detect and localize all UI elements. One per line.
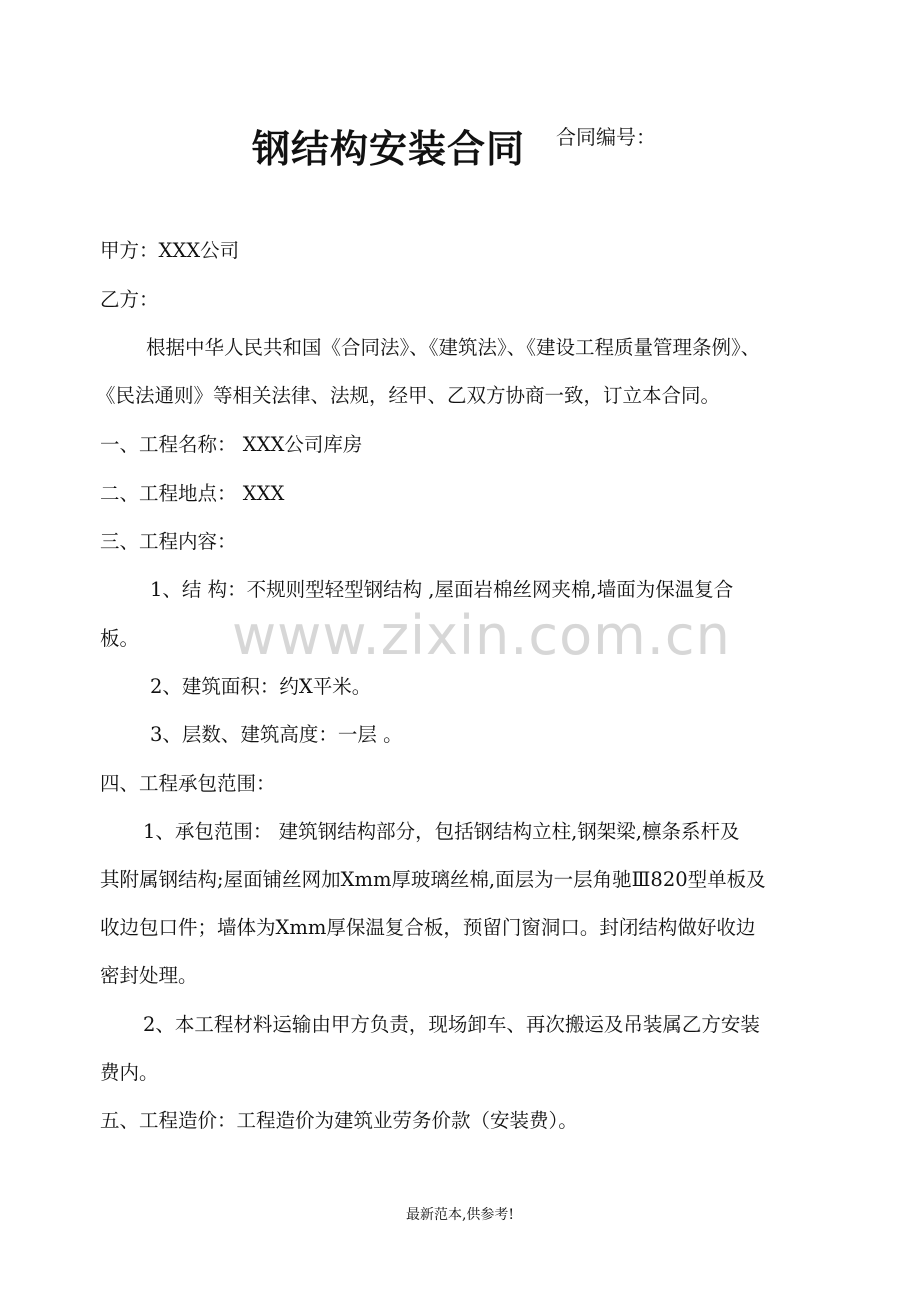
preamble-line-1: 根据中华人民共和国《合同法》、《建筑法》、《建设工程质量管理条例》、: [146, 336, 761, 359]
party-b-line: 乙方：: [100, 288, 159, 311]
preamble-line-2: 《民法通则》等相关法律、法规，经甲、乙双方协商一致，订立本合同。: [96, 384, 721, 407]
section-4-item-2-line-2: 费内。: [100, 1061, 159, 1084]
section-3-item-2: 2、建筑面积：约X平米。: [150, 675, 372, 698]
contract-number-label: 合同编号：: [556, 125, 656, 149]
section-1-project-name: 一、工程名称： XXX公司库房: [100, 433, 363, 456]
page-footer: 最新范本,供参考!: [405, 1207, 515, 1223]
watermark: www.zixin.com.cn: [232, 604, 731, 667]
section-3-item-1-line-2: 板。: [100, 627, 140, 650]
section-4-item-1-line-2: 其附属钢结构;屋面铺丝网加Xmm厚玻璃丝棉,面层为一层角驰Ⅲ820型单板及: [100, 868, 766, 891]
section-4-item-1-line-4: 密封处理。: [100, 964, 198, 987]
section-4-item-1-line-3: 收边包口件；墙体为Xmm厚保温复合板，预留门窗洞口。封闭结构做好收边: [100, 916, 756, 939]
section-3-heading: 三、工程内容：: [100, 530, 237, 553]
section-2-project-location: 二、工程地点： XXX: [100, 482, 285, 505]
document-title: 钢结构安装合同: [252, 126, 526, 171]
section-5-project-cost: 五、工程造价：工程造价为建筑业劳务价款（安装费）。: [100, 1109, 578, 1132]
section-3-item-1-line-1: 1、结 构：不规则型轻型钢结构 ,屋面岩棉丝网夹棉,墙面为保温复合: [150, 578, 734, 601]
section-4-item-2-line-1: 2、本工程材料运输由甲方负责，现场卸车、再次搬运及吊装属乙方安装: [143, 1013, 760, 1036]
section-4-item-1-line-1: 1、承包范围： 建筑钢结构部分，包括钢结构立柱,钢架梁,檩条系杆及: [143, 820, 740, 843]
party-a-line: 甲方：XXX公司: [100, 239, 240, 262]
section-3-item-3: 3、层数、建筑高度：一层 。: [150, 723, 403, 746]
section-4-heading: 四、工程承包范围：: [100, 772, 276, 795]
